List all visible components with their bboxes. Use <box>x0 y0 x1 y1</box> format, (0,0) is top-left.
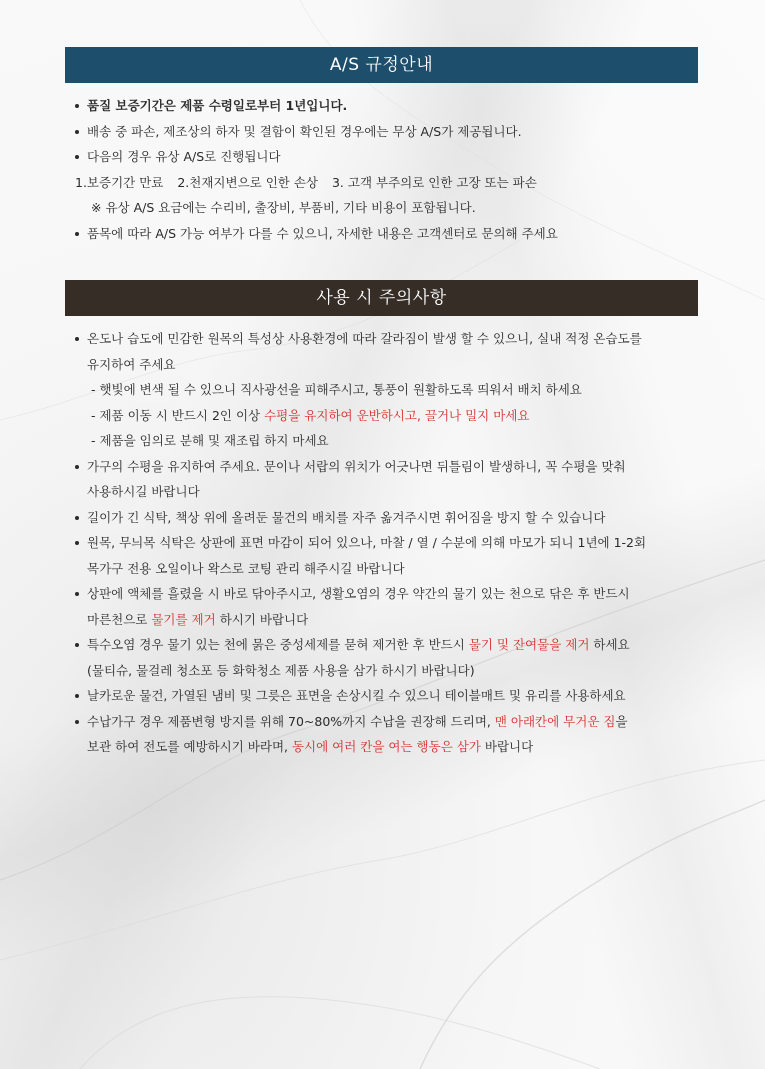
as-policy-list <box>65 93 698 246</box>
case-disaster: 2.천재지변으로 인한 손상 <box>177 174 318 190</box>
coating-item-cont: 목가구 전용 오일이나 왁스로 코팅 관리 해주시길 바랍니다 <box>87 560 405 576</box>
free-as-item: 배송 중 파손, 제조상의 하자 및 결함이 확인된 경우에는 무상 A/S가 제공됩니다. <box>65 119 698 145</box>
storage-warning-doors: 동시에 여러 칸을 여는 행동은 삼가 <box>291 739 481 754</box>
sharp-objects-item: 날카로운 물건, 가열된 냄비 및 그릇은 표면을 손상시킬 수 있으니 테이블매트 및 유리를 사용하세요 <box>65 683 698 709</box>
stain-item <box>65 632 698 658</box>
usage-section <box>65 280 698 760</box>
as-policy-banner: A/S 규정안내 <box>65 47 698 83</box>
humidity-item-cont: 유지하여 주세요 <box>87 356 176 372</box>
case-expired: 1.보증기간 만료 <box>75 174 164 190</box>
storage-item <box>65 709 698 735</box>
spill-warning: 물기를 제거 <box>151 611 216 627</box>
inquiry-item: 품목에 따라 A/S 가능 여부가 다를 수 있으니, 자세한 내용은 고객센터로 문의해 주세요 <box>65 221 698 247</box>
humidity-item: 온도나 습도에 민감한 원목의 특성상 사용환경에 따라 갈라짐이 발생 할 수 있으니, 실내 적정 온습도를 <box>65 326 698 352</box>
spill-text-pre: 마른천으로 <box>87 611 152 627</box>
storage-cont-pre: 보관 하여 전도를 예방하시기 바라며, <box>87 739 292 754</box>
stain-text-pre: 특수오염 경우 물기 있는 천에 묽은 중성세제를 묻혀 제거한 후 반드시 <box>87 637 469 652</box>
moving-warning: 수평을 유지하여 운반하시고, 끌거나 밀지 마세요 <box>264 407 530 423</box>
moving-subitem <box>65 403 698 429</box>
sunlight-subitem: - 햇빛에 변색 될 수 있으니 직사광선을 피해주시고, 통풍이 원활하도록 띄워서 배치 하세요 <box>91 382 582 397</box>
usage-caution-banner: 사용 시 주의사항 <box>65 280 698 316</box>
stain-text-post: 하세요 <box>589 637 630 652</box>
page-content <box>65 47 698 760</box>
level-item: 가구의 수평을 유지하여 주세요. 문이나 서랍의 위치가 어긋나면 뒤틀림이 발생하니, 꼭 수평을 맞춰 <box>65 454 698 480</box>
stain-item-cont: (물티슈, 물걸레 청소포 등 화학청소 제품 사용을 삼가 하시기 바랍니다) <box>87 662 475 678</box>
disassembly-subitem: - 제품을 임의로 분해 및 재조립 하지 마세요 <box>91 433 329 448</box>
storage-cont-post: 바랍니다 <box>480 739 534 754</box>
coating-item: 원목, 무늬목 식탁은 상판에 표면 마감이 되어 있으나, 마찰 / 열 / 수분에 의해 마모가 되니 1년에 1-2회 <box>65 530 698 556</box>
storage-warning-heavy: 맨 아래칸에 무거운 짐 <box>494 713 616 729</box>
storage-item-cont <box>65 734 698 760</box>
usage-caution-list <box>65 326 698 760</box>
paid-cases-row <box>65 170 698 196</box>
table-items-item: 길이가 긴 식탁, 책상 위에 올려둔 물건의 배치를 자주 옮겨주시면 휘어짐을 방지 할 수 있습니다 <box>65 505 698 531</box>
level-item-cont: 사용하시길 바랍니다 <box>87 484 200 499</box>
warranty-item: 품질 보증기간은 제품 수령일로부터 1년입니다. <box>65 93 698 119</box>
spill-item-cont <box>65 607 698 633</box>
stain-warning: 물기 및 잔여물을 제거 <box>468 637 590 652</box>
paid-fee-note: ※ 유상 A/S 요금에는 수리비, 출장비, 부품비, 기타 비용이 포함됩니다. <box>91 200 476 215</box>
storage-text-pre: 수납가구 경우 제품변형 방지를 위해 70~80%까지 수납을 권장해 드리며, <box>87 713 495 729</box>
storage-text-post: 을 <box>615 713 628 729</box>
spill-item: 상판에 액체를 흘렸을 시 바로 닦아주시고, 생활오염의 경우 약간의 물기 있는 천으로 닦은 후 반드시 <box>65 581 698 607</box>
moving-text: - 제품 이동 시 반드시 2인 이상 <box>91 407 265 423</box>
case-negligence: 3. 고객 부주의로 인한 고장 또는 파손 <box>331 174 537 190</box>
spill-text-post: 하시기 바랍니다 <box>215 611 309 627</box>
paid-as-item: 다음의 경우 유상 A/S로 진행됩니다 <box>65 144 698 170</box>
